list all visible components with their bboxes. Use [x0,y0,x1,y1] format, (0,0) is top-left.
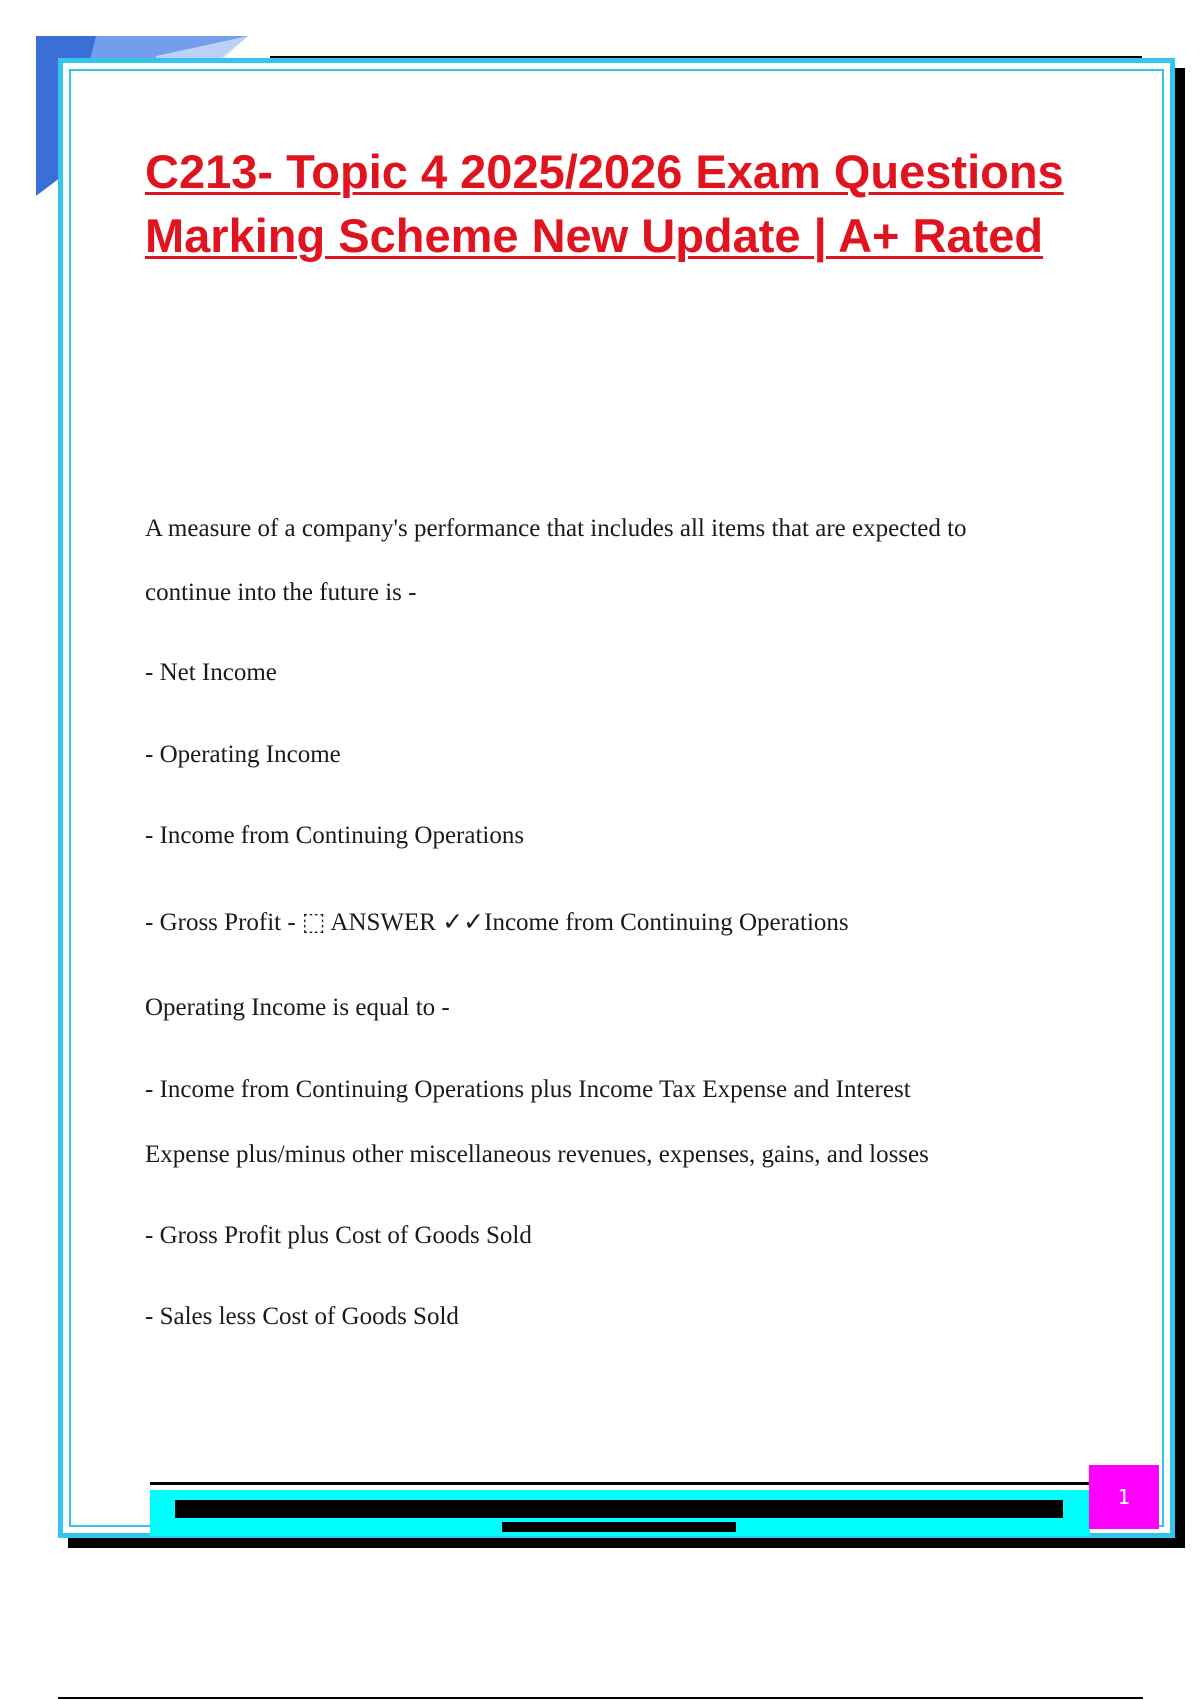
document-title: C213- Topic 4 2025/2026 Exam Questions Marking Scheme New Update | A+ Rated [145,145,1064,262]
footer-black-tab [502,1522,736,1532]
question-1-option: - Net Income [145,659,277,686]
question-2-option: - Sales less Cost of Goods Sold [145,1303,459,1330]
question-1-text-line-1: A measure of a company's performance that includes all items that are expected to [145,515,967,542]
bottom-rule [58,1697,1143,1699]
question-1-answer: - Gross Profit - ⬚ ANSWER ✓✓Income from Continuing Operations [145,909,849,936]
footer-rule [150,1482,1090,1485]
question-1-option: - Operating Income [145,741,341,768]
question-2-option-line-1: - Income from Continuing Operations plus Income Tax Expense and Interest [145,1076,911,1103]
question-1-text-line-2: continue into the future is - [145,579,417,606]
question-2-option-line-2: Expense plus/minus other miscellaneous revenues, expenses, gains, and losses [145,1141,929,1168]
page-number-badge: 1 [1089,1465,1159,1529]
footer-bar [150,1490,1090,1536]
footer-black-band [175,1500,1063,1518]
question-2-option: - Gross Profit plus Cost of Goods Sold [145,1222,532,1249]
question-1-option: - Income from Continuing Operations [145,822,525,849]
question-2-text: Operating Income is equal to - [145,994,450,1021]
